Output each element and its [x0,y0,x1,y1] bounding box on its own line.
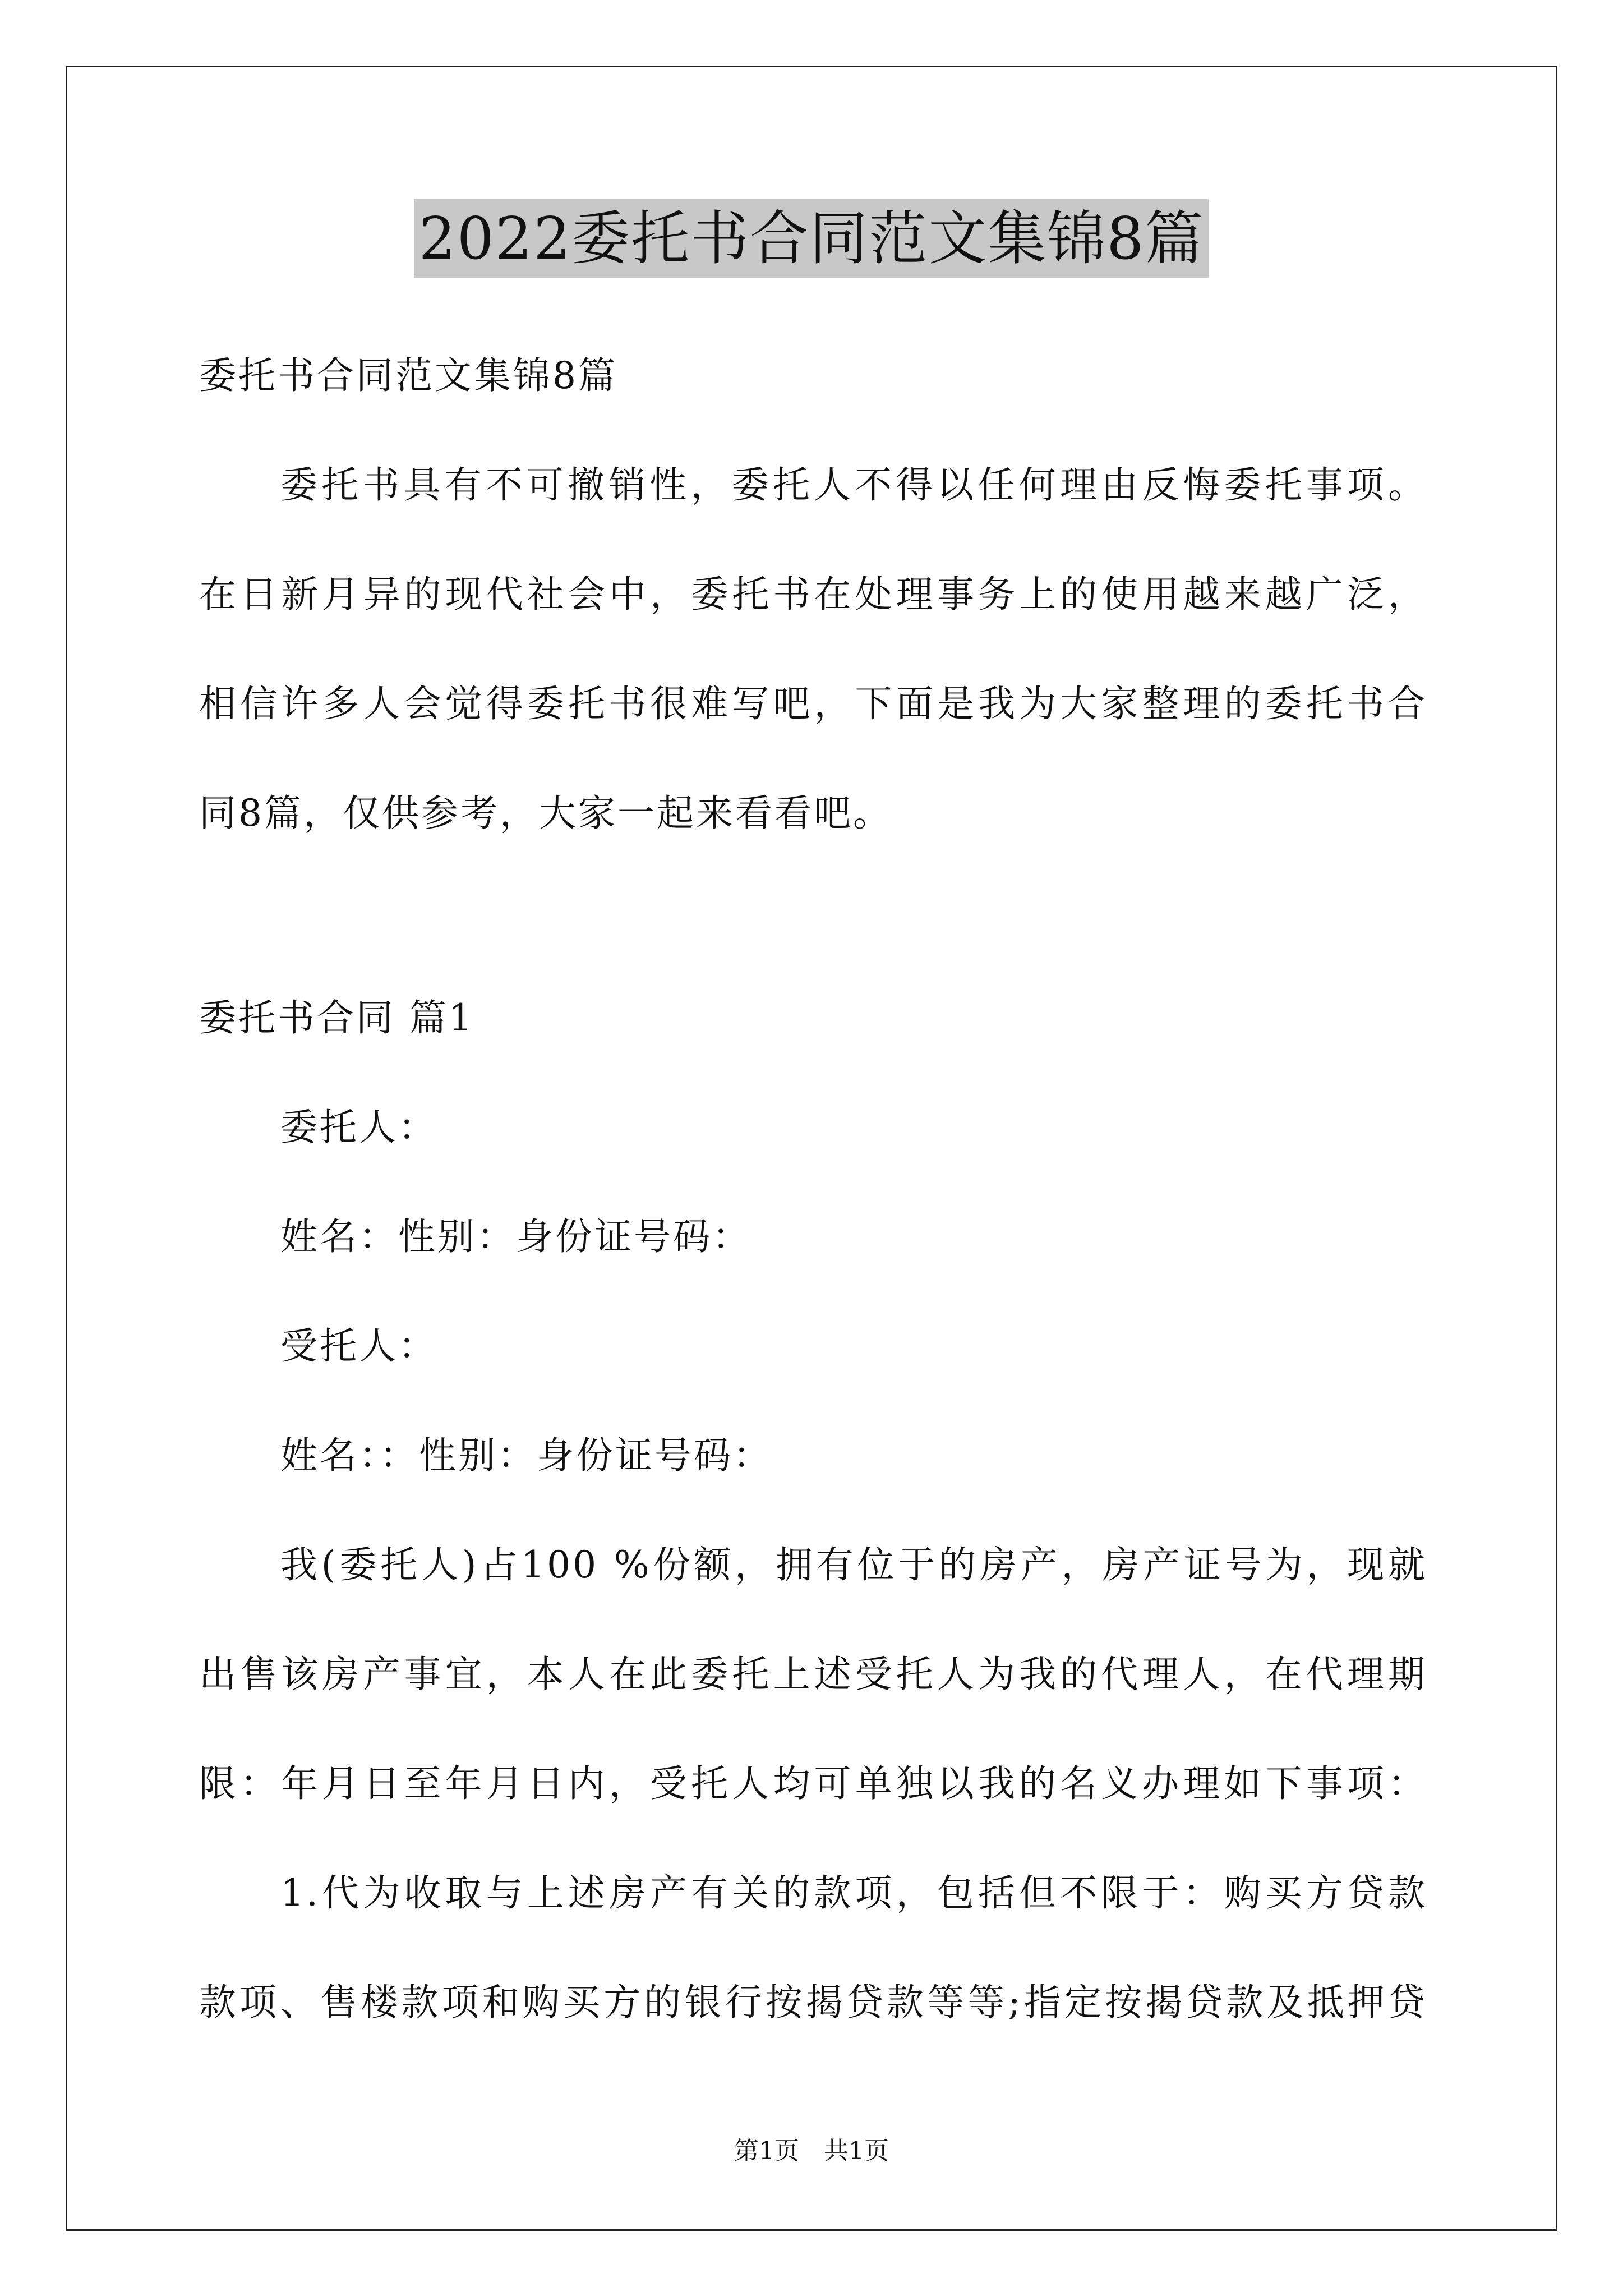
body-line-2: 出售该房产事宜，本人在此委托上述受托人为我的代理人，在代理期 [199,1653,1427,1696]
body-line-1: 我(委托人)占100 %份额，拥有位于的房产，房产证号为，现就 [280,1543,1427,1586]
intro-line-3: 相信许多人会觉得委托书很难写吧，下面是我为大家整理的委托书合 [199,682,1427,725]
page-number: 第1页 共1页 [734,2137,889,2165]
body-line-4: 1.代为收取与上述房产有关的款项，包括但不限于：购买方贷款 [280,1871,1427,1915]
body-line-3: 限：年月日至年月日内，受托人均可单独以我的名义办理如下事项： [199,1762,1427,1805]
title-container [0,199,1623,278]
intro-line-4: 同8篇，仅供参考，大家一起来看看吧。 [199,792,892,835]
intro-line-2: 在日新月异的现代社会中，委托书在处理事务上的使用越来越广泛， [199,573,1427,616]
principal-label: 委托人： [280,1106,437,1149]
agent-label: 受托人： [280,1324,437,1368]
principal-info: 姓名：性别：身份证号码： [280,1215,751,1258]
agent-info: 姓名：：性别：身份证号码： [280,1434,772,1477]
body-line-5: 款项、售楼款项和购买方的银行按揭贷款等等;指定按揭贷款及抵押贷 [199,1981,1427,2024]
document-title: 2022委托书合同范文集锦8篇 [414,199,1209,278]
intro-line-1: 委托书具有不可撤销性，委托人不得以任何理由反悔委托事项。 [280,463,1427,507]
document-subtitle: 委托书合同范文集锦8篇 [199,354,617,397]
section-heading: 委托书合同 篇1 [199,996,474,1039]
